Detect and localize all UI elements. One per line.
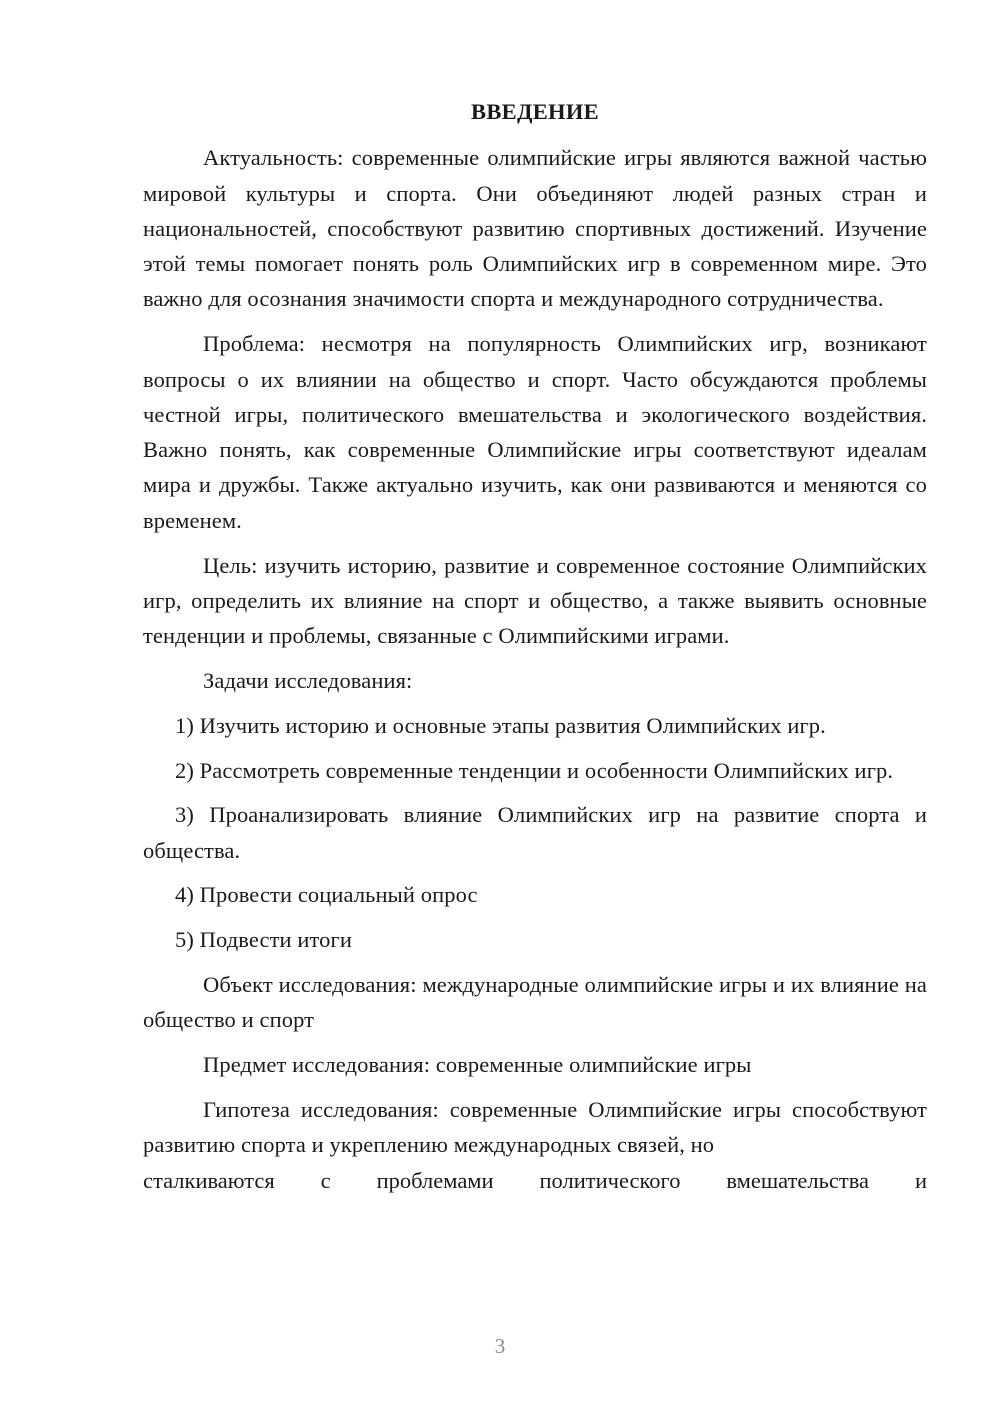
task-item-4: 4) Провести социальный опрос: [175, 882, 478, 908]
hypothesis-paragraph: [143, 1092, 927, 1163]
task-item-5: 5) Подвести итоги: [175, 927, 352, 953]
problem-paragraph: Проблема: несмотря на популярность Олимпийских игр, возникают вопросы о их влиянии на общество и спорт. Часто обсуждаются проблемы честной игры, политического вмешательства и экологического воздействия. Важно понять, как современные Олимпийские игры соответствуют идеалам мира и дружбы. Также актуально изучить, как они развиваются и меняются со временем.: [143, 331, 927, 533]
page-number: 3: [494, 1334, 506, 1358]
task-item-1: 1) Изучить историю и основные этапы развития Олимпийских игр.: [175, 712, 826, 738]
task-item-3: 3) Проанализировать влияние Олимпийских игр на развитие спорта и общества.: [143, 802, 927, 863]
relevance-paragraph: Актуальность: современные олимпийские игры являются важной частью мировой культуры и спорта. Они объединяют людей разных стран и национальностей, способствуют развитию спортивных достижений. Изучение этой темы помогает понять роль Олимпийских игр в современном мире. Это важно для осознания значимости спорта и международного сотрудничества.: [143, 145, 927, 312]
goal-paragraph: Цель: изучить историю, развитие и современное состояние Олимпийских игр, определить их влияние на спорт и общество, а также выявить основные тенденции и проблемы, связанные с Олимпийскими играми.: [143, 552, 927, 649]
hypothesis-last-line: сталкиваются с проблемами политического вмешательства и: [143, 1167, 927, 1193]
subject-paragraph: Предмет исследования: современные олимпийские игры: [203, 1052, 752, 1078]
object-paragraph: Объект исследования: международные олимпийские игры и их влияние на общество и спорт: [143, 972, 927, 1033]
document-page: [143, 94, 927, 1324]
task-item-2: 2) Рассмотреть современные тенденции и особенности Олимпийских игр.: [175, 757, 894, 783]
hypothesis-text: Гипотеза исследования: современные Олимпийские игры способствуют развитию спорта и укреплению международных связей, но: [143, 1096, 927, 1158]
section-heading: ВВЕДЕНИЕ: [471, 99, 599, 124]
tasks-title: Задачи исследования:: [203, 667, 413, 693]
